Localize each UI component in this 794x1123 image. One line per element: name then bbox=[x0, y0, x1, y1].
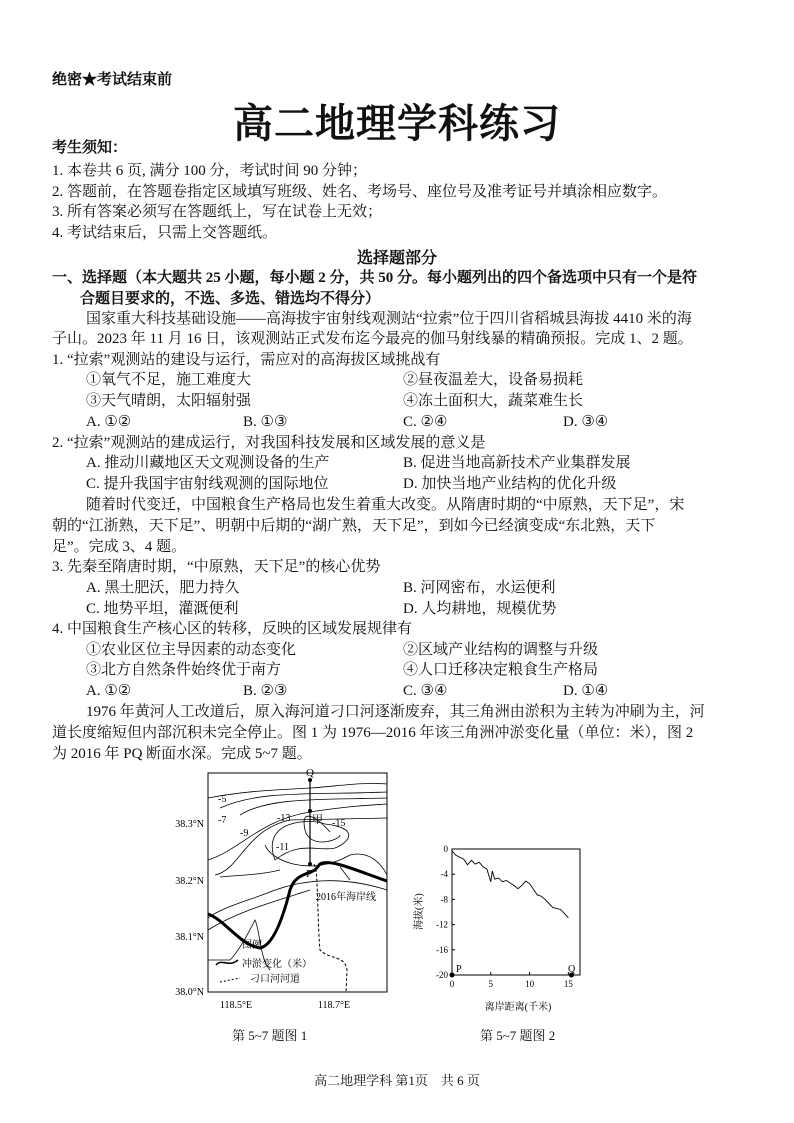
diaokou-river-channel bbox=[314, 864, 347, 992]
q1-statement: ②昼夜温差大，设备易损耗 bbox=[403, 372, 584, 388]
passage-line: 足”。完成 3、4 题。 bbox=[52, 539, 187, 555]
point-p-marker bbox=[450, 973, 455, 978]
notice-heading: 考生须知： bbox=[52, 140, 128, 156]
q1-statement: ④冻土面积大，蔬菜难生长 bbox=[403, 393, 584, 409]
q1-option-a: A. ①② bbox=[86, 414, 132, 430]
passage-line: 国家重大科技基础设施——高海拔宇宙射线观测站“拉索”位于四川省稻城县海拔 4410 米的海 bbox=[86, 311, 692, 327]
y-tick-label: -12 bbox=[436, 919, 448, 930]
x-tick-label: 15 bbox=[563, 979, 573, 989]
question-2-stem: 2. “拉索”观测站的建成运行，对我国科技发展和区域发展的意义是 bbox=[52, 435, 486, 451]
point-p-label: P bbox=[306, 868, 313, 880]
y-tick-label: -20 bbox=[436, 970, 448, 980]
q4-option-a: A. ①② bbox=[86, 683, 132, 699]
lat-tick: 38.2°N bbox=[175, 876, 204, 887]
plot-frame bbox=[452, 849, 580, 975]
q3-option-c: C. 地势平坦，灌溉便利 bbox=[86, 601, 239, 617]
x-tick-label: 0 bbox=[449, 979, 455, 989]
coastline-label: 2016年海岸线 bbox=[316, 892, 376, 903]
contour-label: -13 bbox=[277, 813, 291, 824]
page-title: 高二地理学科练习 bbox=[233, 101, 561, 146]
q1-option-d: D. ③④ bbox=[563, 414, 609, 430]
section-title: 选择题部分 bbox=[356, 250, 437, 267]
passage-line: 子山。2023 年 11 月 16 日，该观测站正式发布迄今最亮的伽马射线暴的精确预报。完成 1、2 题。 bbox=[52, 331, 693, 347]
figure-2-profile-chart bbox=[410, 840, 590, 1020]
legend-title: 图例 bbox=[242, 940, 262, 951]
y-tick-label: -4 bbox=[440, 869, 448, 880]
notice-item: 3. 所有答案必须写在答题纸上，写在试卷上无效； bbox=[52, 204, 383, 220]
notice-item: 4. 考试结束后，只需上交答题纸。 bbox=[52, 225, 278, 241]
y-axis-label: 海拔(米) bbox=[414, 893, 425, 930]
notice-item: 1. 本卷共 6 页, 满分 100 分，考试时间 90 分钟； bbox=[52, 163, 368, 179]
q4-option-d: D. ①④ bbox=[563, 683, 609, 699]
contour-label: -7 bbox=[218, 815, 227, 826]
q3-option-b: B. 河网密布，水运便利 bbox=[403, 580, 556, 596]
figure-2-caption: 第 5~7 题图 2 bbox=[480, 1028, 556, 1043]
passage-line: 随着时代变迁，中国粮食生产格局也发生着重大改变。从隋唐时期的“中原熟，天下足”，宋 bbox=[86, 497, 685, 513]
lat-tick: 38.0°N bbox=[175, 987, 204, 998]
lon-tick: 118.7°E bbox=[317, 1000, 351, 1011]
section-instruction: 合题目要求的，不选、多选、错选均不得分） bbox=[80, 291, 381, 307]
q2-option-c: C. 提升我国宇宙射线观测的国际地位 bbox=[86, 476, 329, 492]
passage-line: 1976 年黄河人工改道后，原入海河道刁口河逐渐废弃，其三角洲由淤积为主转为冲刷为主，河 bbox=[86, 704, 705, 720]
legend-contour: 冲淤变化（米） bbox=[242, 959, 312, 970]
q3-option-a: A. 黑土肥沃，肥力持久 bbox=[86, 580, 240, 596]
passage-line: 道长度缩短但内部沉积未完全停止。图 1 为 1976—2016 年该三角洲冲淤变化量（单位：米），图 2 bbox=[52, 725, 694, 741]
figure-1-caption: 第 5~7 题图 1 bbox=[232, 1028, 308, 1043]
legend-river: 刁口河河道 bbox=[250, 974, 300, 985]
coastline-2016 bbox=[208, 863, 387, 948]
section-instruction: 一、选择题（本大题共 25 小题，每小题 2 分，共 50 分。每小题列出的四个备选项中只有一个是符 bbox=[52, 270, 698, 286]
x-axis-label: 离岸距离(千米) bbox=[484, 1002, 552, 1013]
question-4-stem: 4. 中国粮食生产核心区的转移，反映的区域发展规律有 bbox=[52, 621, 413, 637]
q3-option-d: D. 人均耕地，规模优势 bbox=[403, 601, 557, 617]
q4-statement: ②区域产业结构的调整与升级 bbox=[403, 642, 599, 658]
passage-line: 朝的“江浙熟，天下足”、明朝中后期的“湖广熟，天下足”，到如今已经演变成“东北熟，天下 bbox=[52, 518, 656, 534]
q2-option-b: B. 促进当地高新技术产业集群发展 bbox=[403, 455, 631, 471]
depth-profile-line bbox=[452, 851, 568, 918]
contour-label: -15 bbox=[332, 818, 346, 829]
figure-1-map bbox=[160, 760, 400, 1020]
notice-item: 2. 答题前，在答题卷指定区域填写班级、姓名、考场号、座位号及准考证号并填涂相应数字。 bbox=[52, 184, 668, 200]
q1-statement: ③天气晴朗，太阳辐射强 bbox=[86, 393, 252, 409]
secret-label: 绝密★考试结束前 bbox=[52, 72, 173, 88]
point-q-label: Q bbox=[568, 964, 576, 975]
point-jia-label: 甲 bbox=[312, 814, 323, 826]
lat-tick: 38.1°N bbox=[175, 932, 204, 943]
q4-statement: ①农业区位主导因素的动态变化 bbox=[86, 642, 297, 658]
point-p-label: P bbox=[456, 964, 462, 975]
q4-option-c: C. ③④ bbox=[403, 683, 448, 699]
contour-label: -11 bbox=[276, 842, 289, 853]
point-q-label: Q bbox=[306, 767, 314, 779]
passage-line: 为 2016 年 PQ 断面水深。完成 5~7 题。 bbox=[52, 746, 312, 762]
question-1-stem: 1. “拉索”观测站的建设与运行，需应对的高海拔区域挑战有 bbox=[52, 352, 441, 368]
q2-option-d: D. 加快当地产业结构的优化升级 bbox=[403, 476, 617, 492]
y-tick-label: -8 bbox=[440, 894, 448, 905]
y-tick-label: -16 bbox=[436, 944, 448, 955]
lat-tick: 38.3°N bbox=[175, 819, 204, 830]
question-3-stem: 3. 先秦至隋唐时期，“中原熟，天下足”的核心优势 bbox=[52, 559, 381, 575]
y-tick-label: 0 bbox=[443, 844, 448, 854]
x-tick-label: 10 bbox=[525, 979, 535, 989]
contour-label: -5 bbox=[218, 794, 227, 805]
q2-option-a: A. 推动川藏地区天文观测设备的生产 bbox=[86, 455, 330, 471]
x-tick-label: 5 bbox=[488, 979, 494, 989]
q4-statement: ④人口迁移决定粮食生产格局 bbox=[403, 662, 599, 678]
q1-option-b: B. ①③ bbox=[243, 414, 288, 430]
q4-statement: ③北方自然条件始终优于南方 bbox=[86, 662, 282, 678]
q4-option-b: B. ②③ bbox=[243, 683, 288, 699]
contour-label: -9 bbox=[240, 828, 249, 839]
page-footer: 高二地理学科 第1页 共 6 页 bbox=[314, 1073, 480, 1088]
q1-statement: ①氧气不足，施工难度大 bbox=[86, 372, 252, 388]
q1-option-c: C. ②④ bbox=[403, 414, 448, 430]
lon-tick: 118.5°E bbox=[219, 1000, 253, 1011]
